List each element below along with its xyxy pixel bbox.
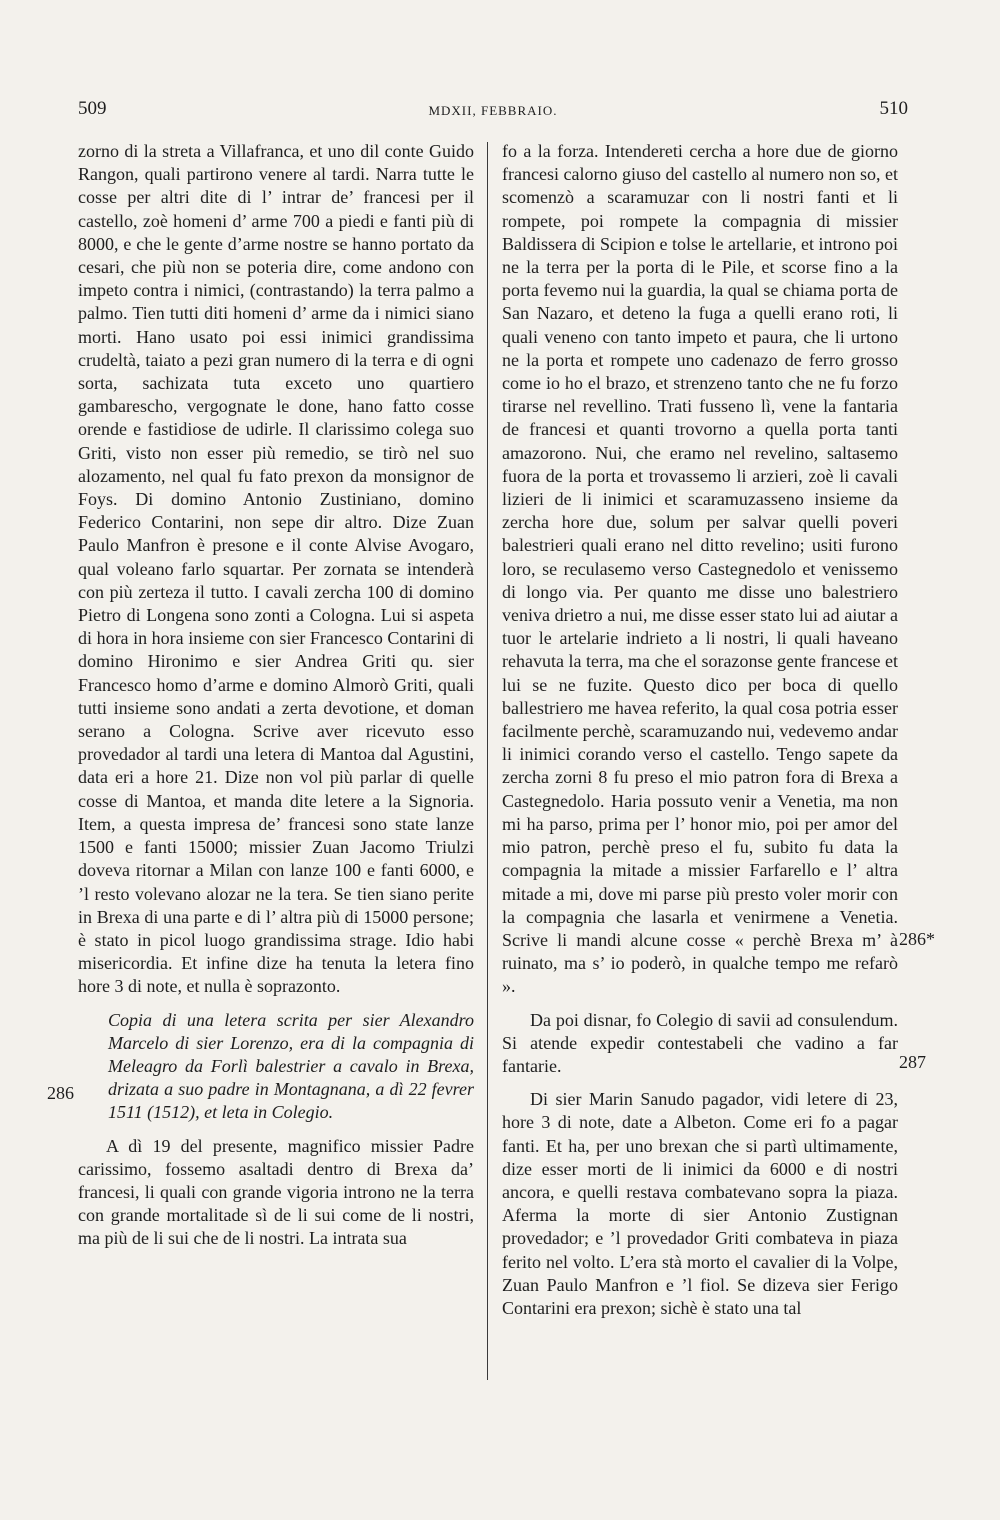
letter-title: Copia di una letera scrita per sier Alexandro Marcelo di sier Lorenzo, era di la compagnia di Meleagro da Forlì balestrier a cavalo in Brexa, drizata a suo padre in Montagnana, a dì 22 fevrer 1511 (1512), et leta in Colegio. xyxy=(108,1009,474,1123)
right-column xyxy=(502,140,898,1320)
margin-note-286-star: 286* xyxy=(899,929,935,949)
left-column xyxy=(78,140,474,1251)
page-header xyxy=(78,98,908,128)
right-paragraph-1: fo a la forza. Intendereti cercha a hore due de giorno francesi calorno giuso del castello al numero non so, et scomenzò a scaramuzar con li nostri fanti et li rompete, poi rompete la compagnia di missier Baldissera di Scipion e tolse le artellarie, et introno poi ne la terra per la porta di le Pile, et scorse fino a la porta fevemo nui la guardia, la qual se chiama porta de San Nazaro, et deteno la fuga a quelli erano roti, li quali veneno con tanto impeto et paura, che li urtono ne la porta et rompete uno cadenazo de ferro grosso come io ho el brazo, et strenzeno tanto che ne fu forzo tirarse nel revellino. Trati fusseno lì, vene la fantaria de francesi et quanti trovorno a quella porta tanti amazorono. Nui, che eramo nel revelino, saltasemo fuora de la porta et trovassemo li arzieri, zoè li cavali lizieri de li inimici et scaramuzasseno insieme da zercha hore due, solum per salvar quelli poveri balestrieri quali erano nel ditto revelino; usiti furono loro, se reculasemo verso Castegnedolo et venissemo di longo via. Per quanto me disse uno balestriero veniva drietro a nui, me disse esser stato lui ad aiutar a tuor le artelarie indrieto a li nostri, li quali haveano rehavuta la terra, ma che el sorazonse gente francese et lui se ne fuzite. Questo dico per boca di quello ballestriero me havea referito, la qual cosa potria esser facilmente perchè, scaramuzando nui, vedevemo andar li inimici corando verso el castello. Tengo sapete da zercha zorni 8 fu preso el mio patron fora di Brexa a Castegnedolo. Haria possuto venir a Venetia, ma non mi ha parso, prima per l’ honor mio, poi per amor del mio patron, perchè preso el fu, subito fu data la compagnia la mitade a missier Farfarello e l’ altra mitade a mi, dove mi parse più presto voler morir con la compagnia che lasarla et venirmene a Venetia. Scrive li mandi alcune cosse « perchè Brexa m’ à ruinato, ma s’ io poderò, in qualche tempo me refarò ». xyxy=(502,141,898,997)
left-paragraph-1: zorno di la streta a Villafranca, et uno dil conte Guido Rangon, quali partirono venere al tardi. Narra tutte le cosse per altri dite di l’ intrar de’ francesi per il castello, zoè homeni d’ arme 700 a piedi e fanti più di 8000, e che le gente d’arme nostre se hanno portato da cesari, che più non se poteria dire, come andono con impeto contra i nimici, (contrastando) la terra palmo a palmo. Tien tutti diti homeni d’ arme da i nimici siano morti. Hano usato poi essi inimici grandissima crudeltà, taiato a pezi gran numero di la terra e di ogni sorta, sachizata tuta exceto uno quartiero gambarescho, vergognate le done, hano fatto cosse orende e fastidiose de udirle. Il clarissimo colega suo Griti, visto non esser più remedio, se tirò nel suo alozamento, nel qual fu fato prexon da monsignor de Foys. Di domino Antonio Zustiniano, domino Federico Contarini, non sepe dir altro. Dize Zuan Paulo Manfron è presone e il conte Alvise Avogaro, qual voleano farlo squartar. Per zornata se intenderà con più zerteza il tutto. I cavali zercha 100 di domino Pietro di Longena sono zonti a Cologna. Lui si aspeta di hora in hora insieme con sier Francesco Contarini di domino Hironimo e sier Andrea Griti qu. sier Francesco homo d’arme e domino Almorò Griti, quali tutti insieme sono andati a zerta devotione, et doman serano a Cologna. Scrive aver ricevuto esso provedador al tardi una letera di Mantoa dal Agustini, data eri a hore 21. Dize non vol più parlar di quelle cosse di Mantoa, et manda dite letere a la Signoria. Item, a questa impresa de’ francesi sono state lanze 1500 e fanti 15000; missier Zuan Jacomo Triulzi doveva ritornar a Milan con lanze 100 e fanti 6000, e ’l resto volevano alozar ne la tera. Se tien siano perite in Brexa di una parte e di l’ altra più di 15000 persone; è stato in picol luogo grandissima strage. Idio habi misericordia. Et infine dize ha tenuta la letera fino hore 3 di note, et nulla è soprazonto. xyxy=(78,141,474,997)
margin-note-287: 287 xyxy=(899,1052,926,1072)
right-paragraph-2: Da poi disnar, fo Colegio di savii ad consulendum. Si atende expedir contestabeli che vadino a far fantarie. xyxy=(502,1009,898,1076)
column-divider xyxy=(487,142,488,1380)
right-paragraph-3: Di sier Marin Sanudo pagador, vidi letere di 23, hore 3 di note, date a Albeton. Come eri fo a pagar fanti. Et ha, per uno brexan che si partì ultimamente, dize esser morti de li inimici da 6000 e di nostri ancora, e quelli restava combatevano sopra la piaza. Afermа la morte di sier Antonio Zustignan provedador; e ’l provedador Griti combateva in piaza ferito nel volto. L’era stà morto el cavalier di la Volpe, Zuan Paulo Manfron e ’l fiol. Se dizeva sier Ferigo Contarini era prexon; sichè è stato una tal xyxy=(502,1089,898,1318)
left-paragraph-2: A dì 19 del presente, magnifico missier Padre carissimo, fossemo asaltadi dentro di Brexa da’ francesi, li quali con grande vigoria introno ne la terra con grande mortalitade sì de li sui come de li nostri, ma più de li sui che de li nostri. La intrata sua xyxy=(78,1135,474,1249)
page-number-left: 509 xyxy=(78,98,107,119)
page-number-right: 510 xyxy=(879,98,908,119)
running-title: MDXII, FEBBRAIO. xyxy=(428,103,558,118)
margin-note-286-left: 286 xyxy=(47,1083,74,1103)
